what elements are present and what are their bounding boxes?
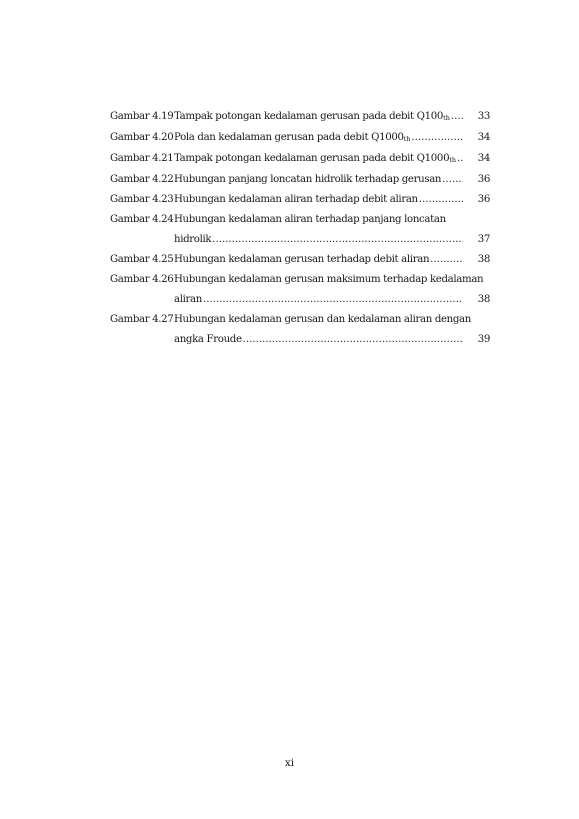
page-ref: 36	[477, 194, 490, 205]
toc-entry-continuation-line	[110, 230, 490, 250]
toc-entry-line	[110, 107, 490, 128]
page-ref: 39	[477, 334, 490, 345]
toc-entry-line	[110, 149, 490, 170]
figure-title-text: Tampak potongan kedalaman gerusan pada debit Q1000	[174, 153, 450, 164]
figure-title	[174, 270, 483, 290]
figure-label: Gambar 4.20	[110, 132, 174, 143]
figure-title	[174, 190, 418, 210]
list-of-figures	[110, 107, 490, 350]
toc-entry[interactable]	[110, 210, 490, 250]
figure-label: Gambar 4.26	[110, 274, 174, 285]
figure-title	[174, 128, 410, 149]
figure-title-subscript: th	[449, 156, 457, 164]
dot-leader	[212, 230, 463, 250]
toc-entry[interactable]	[110, 310, 490, 350]
dot-leader	[457, 149, 463, 169]
figure-title	[174, 250, 429, 270]
toc-entry[interactable]	[110, 190, 490, 210]
dot-leader	[430, 250, 463, 270]
page-number: xi	[284, 757, 295, 769]
toc-entry[interactable]	[110, 128, 490, 149]
figure-label: Gambar 4.23	[110, 194, 174, 205]
figure-title-text: Hubungan kedalaman aliran terhadap panjang loncatan	[174, 214, 446, 225]
page-ref: 33	[477, 111, 490, 122]
figure-label: Gambar 4.25	[110, 254, 174, 265]
toc-entry[interactable]	[110, 250, 490, 270]
toc-entry-line	[110, 190, 490, 210]
figure-title-continuation: angka Froude	[174, 334, 242, 345]
toc-entry-line	[110, 310, 490, 330]
figure-title-continuation: aliran	[174, 294, 202, 305]
page-ref: 38	[477, 294, 490, 305]
figure-title-text: Hubungan kedalaman gerusan dan kedalaman aliran dengan	[174, 314, 471, 325]
figure-title-subscript: th	[403, 135, 411, 143]
toc-entry-line	[110, 210, 490, 230]
toc-entry[interactable]	[110, 149, 490, 170]
figure-label: Gambar 4.27	[110, 314, 174, 325]
figure-title-text: Hubungan kedalaman gerusan maksimum terhadap kedalaman	[174, 274, 484, 285]
figure-title-text: Tampak potongan kedalaman gerusan pada debit Q100	[174, 111, 444, 122]
figure-title-text: Hubungan kedalaman aliran terhadap debit aliran	[174, 194, 418, 205]
page-ref: 36	[477, 174, 490, 185]
figure-title	[174, 107, 450, 128]
toc-entry[interactable]	[110, 270, 490, 310]
dot-leader	[419, 190, 463, 210]
dot-leader	[411, 128, 463, 148]
toc-entry[interactable]	[110, 107, 490, 128]
figure-title	[174, 210, 446, 230]
figure-label: Gambar 4.21	[110, 153, 174, 164]
dot-leader	[451, 107, 463, 127]
figure-label: Gambar 4.19	[110, 111, 174, 122]
figure-label: Gambar 4.24	[110, 214, 174, 225]
dot-leader	[203, 290, 463, 310]
page-ref: 38	[477, 254, 490, 265]
dot-leader	[442, 170, 463, 190]
page-ref: 34	[477, 153, 490, 164]
toc-entry-line	[110, 128, 490, 149]
toc-entry-continuation-line	[110, 330, 490, 350]
figure-title	[174, 310, 471, 330]
figure-title-continuation: hidrolik	[174, 234, 212, 245]
toc-entry-line	[110, 250, 490, 270]
figure-title	[174, 149, 456, 170]
toc-entry-continuation-line	[110, 290, 490, 310]
toc-entry-line	[110, 170, 490, 190]
toc-entry[interactable]	[110, 170, 490, 190]
page-ref: 34	[477, 132, 490, 143]
page-ref: 37	[477, 234, 490, 245]
figure-title-text: Pola dan kedalaman gerusan pada debit Q1000	[174, 132, 404, 143]
figure-title-subscript: th	[443, 114, 450, 122]
figure-title-text: Hubungan panjang loncatan hidrolik terhadap gerusan	[174, 174, 442, 185]
toc-entry-line	[110, 270, 490, 290]
dot-leader	[243, 330, 463, 350]
figure-title-text: Hubungan kedalaman gerusan terhadap debit aliran	[174, 254, 430, 265]
figure-title	[174, 170, 441, 190]
figure-label: Gambar 4.22	[110, 174, 174, 185]
